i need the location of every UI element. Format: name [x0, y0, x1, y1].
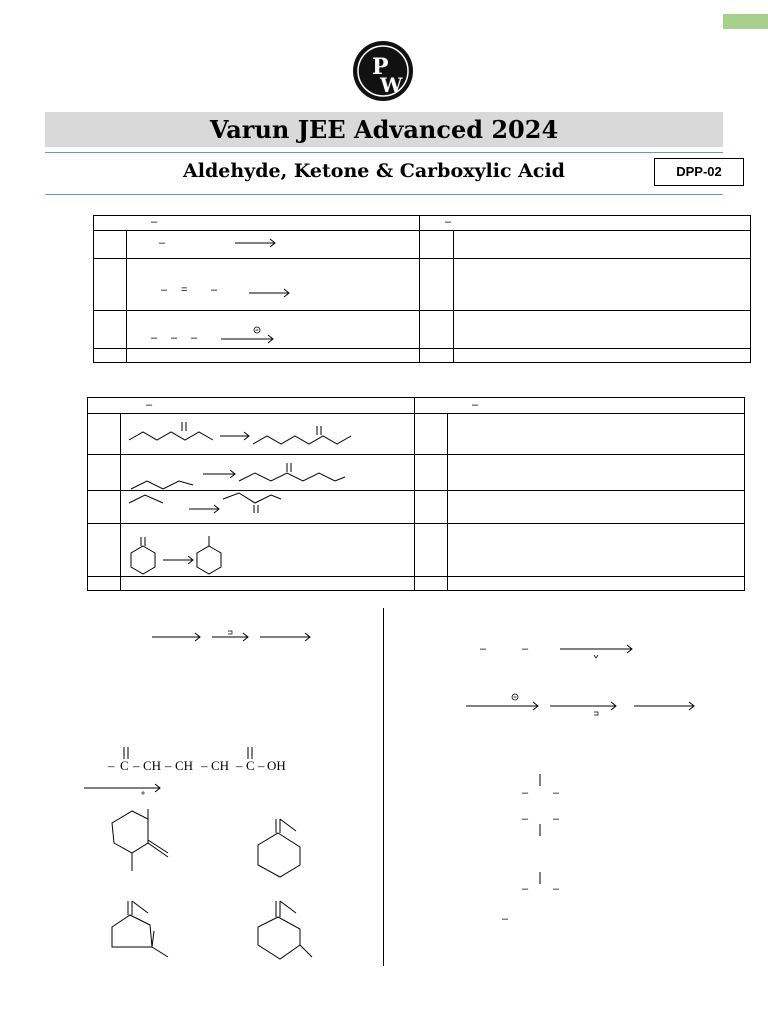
row-label-cell — [415, 455, 448, 491]
answer-cell — [448, 455, 745, 491]
answer-options-structures — [100, 805, 330, 965]
row-label-cell — [415, 414, 448, 455]
column-header-left: – — [88, 398, 415, 414]
formula-c1: C — [120, 758, 129, 773]
table-row — [88, 491, 745, 524]
svg-text:–: – — [553, 883, 560, 895]
row-label-cell — [94, 231, 127, 259]
column-header-left: – — [94, 216, 420, 231]
formula-oh: OH — [267, 758, 286, 773]
header-rule-bottom — [45, 194, 723, 195]
column-divider — [383, 608, 384, 966]
table-header-row — [88, 398, 745, 414]
formula-ch2: CH — [175, 758, 194, 773]
dpp-badge: DPP-02 — [654, 158, 744, 186]
pw-logo — [352, 40, 414, 102]
svg-text:–: – — [480, 643, 487, 655]
answer-cell — [454, 259, 751, 311]
cyclic-ketone-reaction-diagram — [121, 524, 415, 577]
svg-text:–: – — [522, 883, 529, 895]
reaction-arrow — [84, 781, 174, 797]
reaction-arrow — [235, 237, 295, 249]
svg-text:–: – — [165, 758, 172, 773]
table-row — [94, 311, 751, 349]
table-row — [88, 414, 745, 455]
reaction-cell — [121, 491, 415, 524]
reaction-sequence-arrows-right — [464, 692, 704, 720]
table-row — [88, 524, 745, 577]
logo-letter-w: W — [380, 73, 403, 97]
svg-text:–: – — [108, 758, 115, 773]
row-label-cell — [420, 231, 454, 259]
ketone-reaction-diagram — [121, 491, 415, 524]
logo-letter-p: P — [372, 54, 389, 80]
reaction-sequence-arrows — [150, 628, 450, 648]
row-label-cell — [420, 259, 454, 311]
chapter-subtitle: Aldehyde, Ketone & Carboxylic Acid — [183, 160, 565, 182]
answer-cell — [454, 311, 751, 349]
answer-cell — [448, 491, 745, 524]
row-label-cell — [88, 414, 121, 455]
page-title: Varun JEE Advanced 2024 — [45, 112, 723, 147]
svg-text:–: – — [522, 643, 529, 655]
column-header-right: – — [420, 216, 751, 231]
table-header-row — [94, 216, 751, 231]
formula-c2: C — [246, 758, 255, 773]
row-label-cell — [94, 311, 127, 349]
match-table-2 — [87, 397, 745, 591]
svg-text:–: – — [201, 758, 208, 773]
row-label-cell — [94, 259, 127, 311]
dicarboxylic-acid-structure — [108, 745, 318, 785]
svg-text:–: – — [553, 813, 560, 825]
reaction-cell — [121, 414, 415, 455]
reaction-arrow — [221, 333, 281, 345]
match-table-1 — [93, 215, 751, 363]
row-label-cell — [88, 524, 121, 577]
svg-text:–: – — [258, 758, 265, 773]
row-label-cell — [88, 455, 121, 491]
table-row — [88, 455, 745, 491]
ketone-reaction-diagram — [121, 455, 415, 491]
reaction-cell: – – – — [127, 311, 420, 349]
branched-structure-fragments — [500, 770, 580, 930]
reaction-cell — [121, 524, 415, 577]
corner-tag — [723, 14, 768, 29]
svg-text:–: – — [553, 787, 560, 799]
svg-text:–: – — [502, 913, 509, 925]
reaction-cell: – = – — [127, 259, 420, 311]
svg-text:–: – — [133, 758, 140, 773]
answer-cell — [448, 524, 745, 577]
formula-ch3: CH — [211, 758, 230, 773]
table-row — [94, 259, 751, 311]
row-label-cell — [88, 491, 121, 524]
answer-cell — [448, 414, 745, 455]
column-header-right: – — [415, 398, 745, 414]
header-rule-top — [45, 152, 723, 153]
reaction-with-catalyst — [478, 640, 738, 660]
svg-text:–: – — [522, 813, 529, 825]
ketone-reaction-diagram — [121, 414, 415, 455]
table-row — [94, 231, 751, 259]
svg-text:–: – — [236, 758, 243, 773]
reaction-cell: – — [127, 231, 420, 259]
row-label-cell — [420, 311, 454, 349]
table-row — [88, 577, 745, 591]
svg-text:–: – — [522, 787, 529, 799]
reaction-cell — [121, 455, 415, 491]
row-label-cell — [415, 491, 448, 524]
row-label-cell — [415, 524, 448, 577]
answer-cell — [454, 231, 751, 259]
table-row — [94, 349, 751, 363]
reaction-arrow — [249, 287, 309, 299]
formula-ch1: CH — [143, 758, 162, 773]
